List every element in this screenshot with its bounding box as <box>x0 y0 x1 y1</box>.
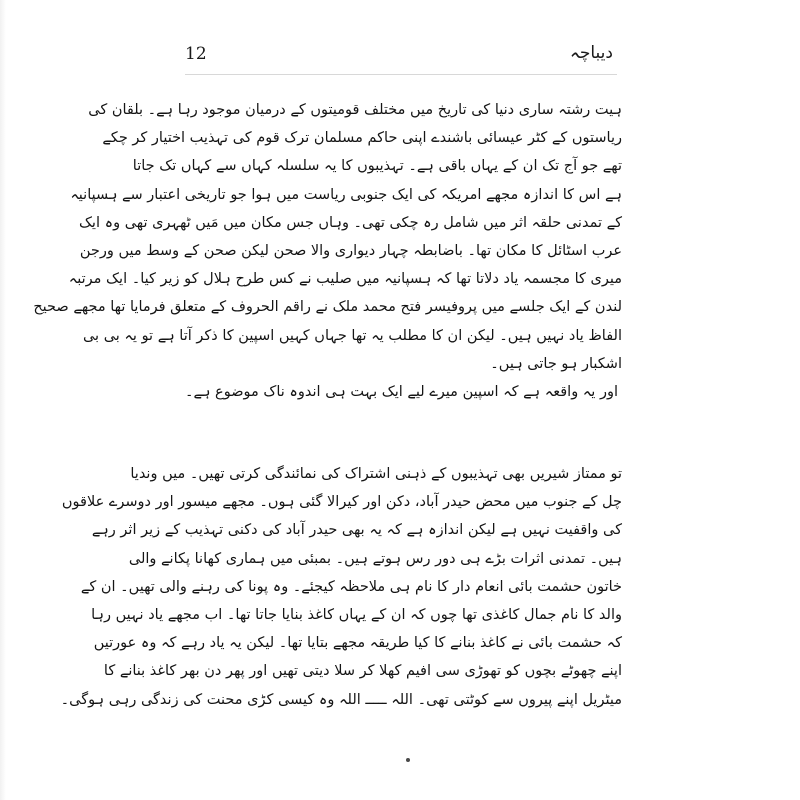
text-line: ریاستوں کے کٹر عیسائی باشندے اپنی حاکم مسلمان ترک قوم کی تہذیب اختیار کر چکے <box>102 130 622 147</box>
text-line: کہ حشمت بائی نے کاغذ بنانے کا کیا طریقہ مجھے بتایا تھا۔ لیکن یہ یاد رہے کہ وہ عورتیں <box>93 635 622 652</box>
text-line: چل کے جنوب میں محض حیدر آباد، دکن اور کیرالا گئی ہوں۔ مجھے میسور اور دوسرے علاقوں <box>61 494 622 511</box>
text-line: کی واقفیت نہیں ہے لیکن اندازہ ہے کہ یہ بھی حیدر آباد کی دکنی تہذیب کے زیر اثر رہے <box>91 522 622 539</box>
passage-1 <box>33 96 622 406</box>
text-line: لندن کے ایک جلسے میں پروفیسر فتح محمد ملک نے راقم الحروف کے متعلق فرمایا تھا مجھے صحیح <box>33 299 622 316</box>
text-line: خاتون حشمت بائی انعام دار کا نام ہی ملاحظہ کیجئے۔ وہ پونا کی رہنے والی تھیں۔ ان کے <box>80 578 622 595</box>
header-divider <box>185 74 617 75</box>
text-line: ہیں۔ تمدنی اثرات بڑے ہی دور رس ہوتے ہیں۔ بمبئی میں ہماری کھانا پکانے والی <box>128 550 622 567</box>
page-edge-shadow <box>0 0 6 800</box>
page-number: 12 <box>185 44 207 64</box>
text-line: اور یہ واقعہ ہے کہ اسپین میرے لیے ایک بہت ہی اندوہ ناک موضوع ہے۔ <box>184 384 618 401</box>
running-header-title: دیباچہ <box>569 43 613 63</box>
text-line: تو ممتاز شیریں بھی تہذیبوں کے ذہنی اشتراک کی نمائندگی کرتی تھیں۔ میں وندیا <box>130 466 622 482</box>
text-line: میٹریل اپنے پیروں سے کوٹتی تھی۔ اللہ ـــــ اللہ وہ کیسی کڑی محنت کی زندگی رہی ہوگی۔ <box>60 691 622 708</box>
text-line: اشکبار ہو جاتی ہیں۔ <box>490 355 622 372</box>
page-mark <box>406 758 410 762</box>
text-line: تھے جو آج تک ان کے یہاں باقی ہے۔ تہذیبوں کا یہ سلسلہ کہاں سے کہاں تک جاتا <box>132 158 622 175</box>
text-line: اپنے چھوٹے بچوں کو تھوڑی سی افیم کھلا کر سلا دیتی تھیں اور پھر دن بھر کاغذ بنانے کا <box>103 663 622 680</box>
passage-2 <box>60 460 622 714</box>
text-line: ہیت رشتہ ساری دنیا کی تاریخ میں مختلف قومیتوں کے درمیان موجود رہا ہے۔ بلقان کی <box>88 102 622 118</box>
text-line: میری کا مجسمہ یاد دلاتا تھا کہ ہسپانیہ میں صلیب نے کس طرح ہلال کو زیر کیا۔ ایک مرتبہ <box>68 271 622 288</box>
text-line: ہے اس کا اندازہ مجھے امریکہ کی ایک جنوبی ریاست میں ہوا جو تاریخی اعتبار سے ہسپانیہ <box>70 186 622 203</box>
text-line: الفاظ یاد نہیں ہیں۔ لیکن ان کا مطلب یہ تھا جہاں کہیں اسپین کا ذکر آتا ہے تو یہ بی بی <box>82 327 622 344</box>
text-line: والد کا نام جمال کاغذی تھا چوں کہ ان کے یہاں کاغذ بنایا جاتا تھا۔ اب مجھے یاد نہیں رہا <box>91 607 622 624</box>
text-line: عرب اسٹائل کا مکان تھا۔ باضابطہ چہار دیواری والا صحن لیکن صحن کے وسط میں ورجن <box>79 243 622 260</box>
text-line: کے تمدنی حلقہ اثر میں شامل رہ چکی تھی۔ وہاں جس مکان میں مَیں ٹھہری تھی وہ ایک <box>78 214 622 231</box>
